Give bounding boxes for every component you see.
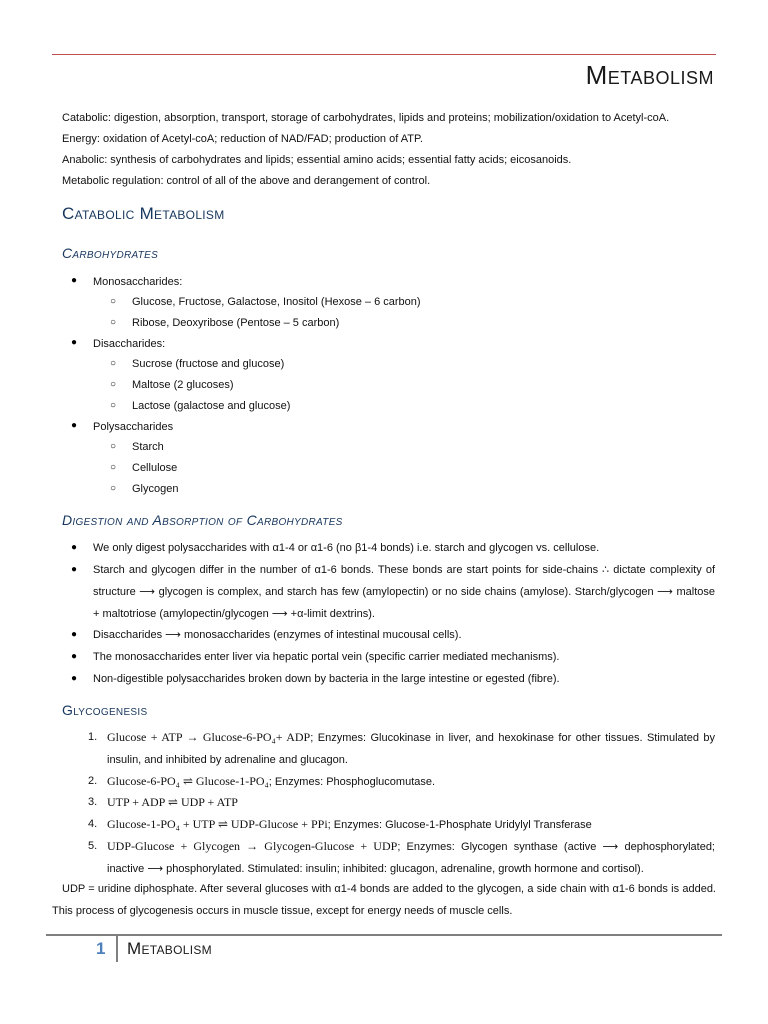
list-item: Disaccharides ⟶ monosaccharides (enzymes of intestinal mucousal cells). [93,629,462,641]
equation: UTP + ADP ⇌ UDP + ATP [107,795,238,809]
list-subitem: Lactose (galactose and glucose) [132,400,291,412]
page-title: Metabolism [585,60,714,90]
list-subitem: Ribose, Deoxyribose (Pentose – 5 carbon) [132,317,340,329]
step-4 [107,813,715,836]
circle-bullet-icon: ○ [110,483,117,494]
circle-bullet-icon: ○ [110,379,117,390]
step-number: 5. [88,840,98,852]
step-text: ; Enzymes: Glucose-1-Phosphate Uridylyl Transferase [327,819,592,831]
list-item: Non-digestible polysaccharides broken down by bacteria in the large intestine or egested (fibre). [93,673,560,685]
step-number: 4. [88,818,98,830]
equation: Glucose-1-PO₄ + UTP ⇌ UDP-Glucose + PPi [107,817,328,831]
intro-regulation: Metabolic regulation: control of all of the above and derangement of control. [62,175,431,187]
step-number: 2. [88,775,98,787]
list-subitem: Glycogen [132,483,179,495]
intro-catabolic: Catabolic: digestion, absorption, transport, storage of carbohydrates, lipids and proteins; mobilization/oxidation to Acetyl-coA. [62,112,670,124]
step-2 [107,770,715,793]
list-item: We only digest polysaccharides with α1-4 or α1-6 (no β1-4 bonds) i.e. starch and glycogen vs. cellulose. [93,542,600,554]
circle-bullet-icon: ○ [110,400,117,411]
list-subitem: Cellulose [132,462,178,474]
bullet-icon: ● [71,673,78,684]
footer-title: Metabolism [127,939,212,958]
circle-bullet-icon: ○ [110,462,117,473]
step-3 [107,791,715,814]
step-text: ; Enzymes: Glucokinase in liver, and hexokinase for other tissues. Stimulated by insulin, and inhibited by adrenaline and glucagon. [107,732,715,766]
footer-rule [46,934,722,936]
page-number: 1 [96,939,106,958]
intro-anabolic: Anabolic: synthesis of carbohydrates and lipids; essential amino acids; essential fatty acids; eicosanoids. [62,154,572,166]
list-item-monosaccharides: Monosaccharides: [93,276,183,288]
equation: UDP-Glucose + Glycogen → Glycogen-Glucose + UDP [107,839,398,853]
footer-divider [116,936,118,962]
list-subitem: Sucrose (fructose and glucose) [132,358,285,370]
bullet-icon: ● [71,420,78,431]
step-1 [107,726,715,771]
bullet-icon: ● [71,629,78,640]
bullet-icon: ● [71,542,78,553]
closing-paragraph: UDP = uridine diphosphate. After several glucoses with α1-4 bonds are added to the glycogen, a side chain with α1-6 bonds is added. This process of glycogenesis occurs in muscle tissue, except for energy needs of muscle cells. [52,883,716,917]
bullet-icon: ● [71,275,78,286]
list-item: Starch and glycogen differ in the number of α1-6 bonds. These bonds are start points for side-chains ∴ dictate complexity of structure ⟶ glycogen is complex, and starch has few (amylopectin) or no side chains (amylose). Starch/glycogen ⟶ maltose + maltotriose (amylopectin/glycogen ⟶ +α-limit dextrins). [93,564,715,620]
step-number: 3. [88,796,98,808]
list-item: The monosaccharides enter liver via hepatic portal vein (specific carrier mediated mechanisms). [93,651,560,663]
heading-glycogenesis: Glycogenesis [62,702,148,718]
list-subitem: Maltose (2 glucoses) [132,379,234,391]
circle-bullet-icon: ○ [110,317,117,328]
circle-bullet-icon: ○ [110,441,117,452]
intro-energy: Energy: oxidation of Acetyl-coA; reduction of NAD/FAD; production of ATP. [62,133,423,145]
bullet-icon: ● [71,651,78,662]
list-item-disaccharides: Disaccharides: [93,338,166,350]
list-subitem: Starch [132,441,164,453]
list-item-polysaccharides: Polysaccharides [93,421,174,433]
bullet-icon: ● [71,564,78,575]
step-number: 1. [88,731,98,743]
equation: Glucose + ATP → Glucose-6-PO₄+ ADP [107,730,311,744]
circle-bullet-icon: ○ [110,358,117,369]
step-text: ; Enzymes: Glycogen synthase (active ⟶ dephosphorylated; inactive ⟶ phosphorylated. Stimulated: insulin; inhibited: glucagon, adrenaline, growth hormone and cortisol). [107,841,715,875]
header-rule [52,54,716,55]
heading-digestion: Digestion and Absorption of Carbohydrates [62,512,343,528]
step-text: ; Enzymes: Phosphoglucomutase. [268,776,436,788]
heading-carbohydrates: Carbohydrates [62,245,159,261]
circle-bullet-icon: ○ [110,296,117,307]
list-subitem: Glucose, Fructose, Galactose, Inositol (Hexose – 6 carbon) [132,296,421,308]
step-5 [107,835,715,880]
bullet-icon: ● [71,337,78,348]
heading-catabolic-metabolism: Catabolic Metabolism [62,204,225,223]
equation: Glucose-6-PO₄ ⇌ Glucose-1-PO₄ [107,774,269,788]
